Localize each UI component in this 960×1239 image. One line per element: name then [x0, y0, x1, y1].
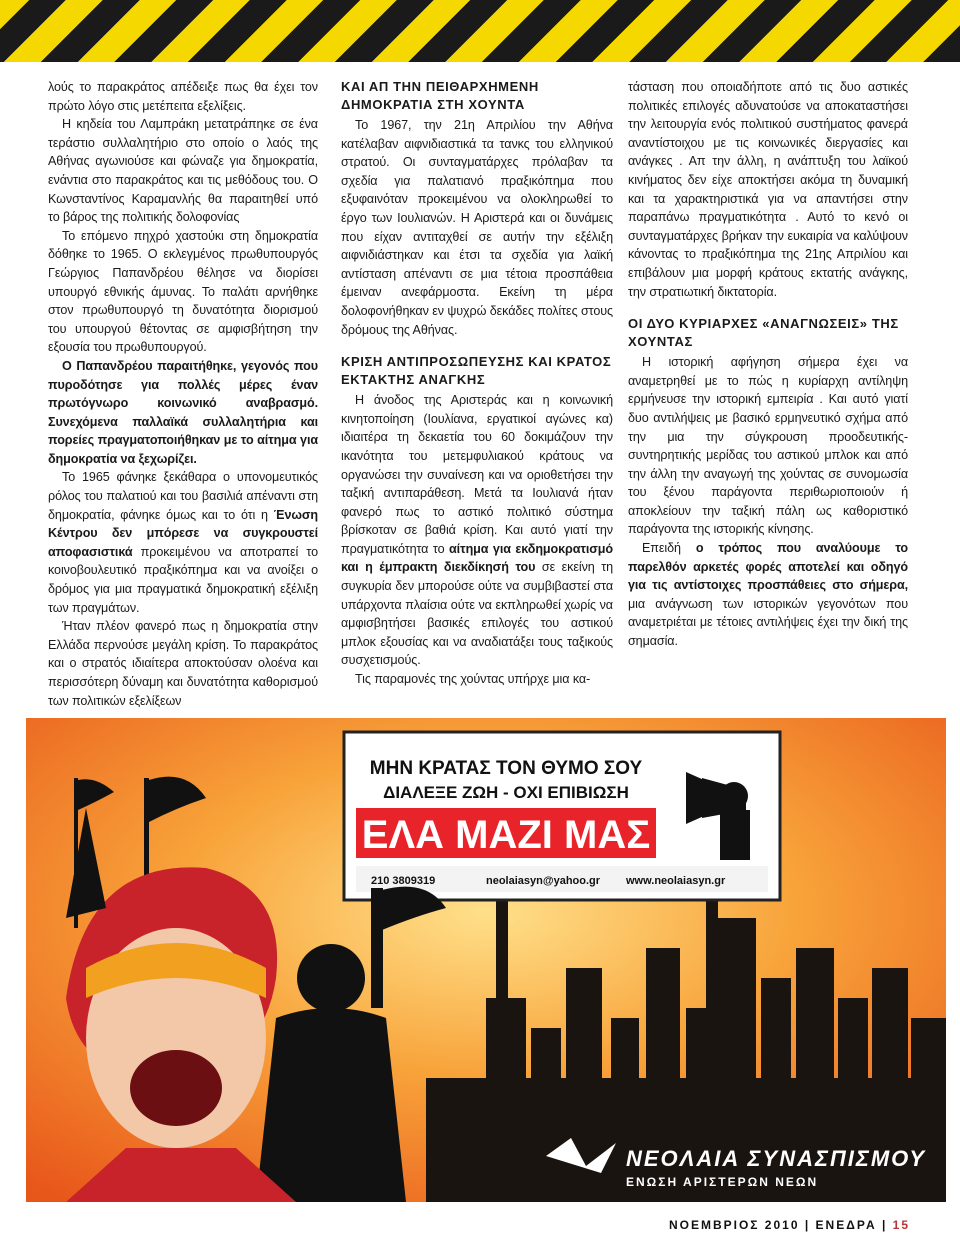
paragraph: Η κηδεία του Λαμπράκη μετατράπηκε σε ένα τεράστιο συλλαλητήριο στο οποίο ο λαός της Αθήνας αγωνιούσε και φώναζε για δημοκρατία, ενάντια στο παρακράτος και τις μεθόδους του. Ο Κωνσταντίνος Καραμανλής θα παραιτηθεί υπό το βάρος της πολιτικής δολοφονίας	[48, 117, 318, 225]
page-number: 15	[892, 1218, 910, 1232]
text: μια ανάγνωση των ιστορικών γεγονότων που αναμετριέται με τέτοιες αντιλήψεις έχει την δική της σημασία.	[628, 596, 908, 649]
article-column-2	[341, 78, 613, 689]
page-footer	[669, 1218, 910, 1232]
paragraph	[628, 539, 908, 651]
text: Το 1965 φάνηκε ξεκάθαρα ο υπονομευτικός ρόλος του παλατιού και του βασιλιά απέναντι στη δημοκρατία, φάνηκε όμως και το ότι η	[48, 470, 318, 522]
organization-subtitle: ΕΝΩΣΗ ΑΡΙΣΤΕΡΩΝ ΝΕΩΝ	[626, 1175, 819, 1189]
text: Και αυτό γιατί την πραγματικότητα το	[341, 523, 613, 556]
hazard-stripe-banner	[0, 0, 960, 62]
paragraph	[48, 468, 318, 617]
bold-text: ο τρόπος που αναλύουμε το παρελθόν αρκετές φορές αποτελεί και οδηγό για τις αντίστοιχες προσπάθειες στο σήμερα,	[628, 541, 908, 593]
bold-paragraph: Ο Παπανδρέου παραιτήθηκε, γεγονός που πυροδότησε για πολλές μέρες έναν πρωτόγνωρο κοινωνικό αναβρασμό. Συνεχόμενα παλλαϊκά συλλαλητήρια και πορείες πραγματοποιήθηκαν με το αίτημα για δημοκρατία να ξεχωρίζει.	[48, 358, 318, 466]
paragraph: λούς το παρακράτος απέδειξε πως θα έχει τον πρώτο λόγο στις μετέπειτα εξελίξεις.	[48, 80, 318, 113]
article-column-3	[628, 78, 908, 651]
section-heading: ΚΑΙ ΑΠ ΤΗΝ ΠΕΙΘΑΡΧΗΜΕΝΗ ΔΗΜΟΚΡΑΤΙΑ ΣΤΗ ΧΟΥΝΤΑ	[341, 79, 539, 112]
bold-text: Ένωση Κέντρου δεν μπόρεσε να συγκρουστεί αποφασιστικά	[48, 507, 318, 559]
text: σε εκείνη τη συγκυρία δεν μπορούσε ούτε να συμβιβαστεί στα υπάρχοντα πλαίσια ούτε να εκπληρωθεί χωρίς να αμφισβητήσει βασικές επιλογές του αστικού μπλοκ εξουσίας και να αναδιατάξει τους ταξικούς συσχετισμούς.	[341, 560, 614, 668]
article-column-1	[48, 78, 318, 710]
billboard-phone: 210 3809319	[371, 875, 436, 887]
text: Η άνοδος της Αριστεράς και η κοινωνική κινητοποίηση (Ιουλίανα, εργατικοί αγώνες κα) ιδιαιτέρα τη δεκαετία του 60 δοκιμάζουν την ικανότητα του μετεμφυλιακού κράτους να οργανώσει την συναίνεση και να οριοθετήσει την ταξική αντιπαράθεση. Μετά τα Ιουλιανά ήταν φανερό πως το αστικό πολιτικό σύστημα βρίσκοταν σε βαθιά κρίση.	[341, 393, 613, 538]
organization-name: ΝΕΟΛΑΙΑ ΣΥΝΑΣΠΙΣΜΟΥ	[626, 1146, 927, 1171]
bold-text: αίτημα για εκδημοκρατισμό και η έμπρακτη διεκδίκησή του	[341, 541, 613, 575]
billboard-website: www.neolaiasyn.gr	[626, 875, 726, 887]
paragraph: Τις παραμονές της χούντας υπήρχε μια κα-	[355, 672, 591, 687]
issue-label: ΝΟΕΜΒΡΙΟΣ 2010 | ΕΝΕΔΡΑ |	[668, 1218, 893, 1232]
youth-poster-illustration	[26, 718, 946, 1202]
text: προκειμένου να αποτραπεί το κοινοβουλευτικό πραξικόπημα και να ανοίξει ο δρόμος για μια πραγματικά δημοκρατική εξέλιξη των πραγμάτων.	[48, 544, 318, 615]
paragraph: Το 1967, την 21η Απριλίου την Αθήνα κατέλαβαν αιφνιδιαστικά τα τανκς του ελληνικού στρατού. Οι συνταγματάρχες πρόλαβαν τα σχεδία για παλατιανό πραξικόπημα που εξυφαινόταν προκειμένου να ολοκληρωθεί το έργο των Ιουλιανών. Η Αριστερά και οι δυνάμεις που είχαν αντιταχθεί σε αυτήν την εξέλιξη αιφνιδιάστηκαν και έτσι τα σχεδία για λαϊκή αντίσταση απέναντι σε μια τέτοια προσπάθεια έμειναν ανεφάρμοστα. Εκείνη τη μέρα δολοφονήθηκαν εν ψυχρώ δεκάδες πολίτες στους δρόμους της Αθήνας.	[341, 118, 613, 337]
text: Επειδή	[642, 541, 696, 556]
billboard-main-slogan: ΕΛΑ ΜΑΖΙ ΜΑΣ	[361, 813, 651, 857]
paragraph: Η ιστορική αφήγηση σήμερα έχει να αναμετρηθεί με το πώς η κυρίαρχη αντίληψη ερμήνευσε την ιστορική εμπειρία . Και αυτό γιατί δυο αντιλήψεις με βασικό ερμηνευτικό σχήμα από την μια την σύγκρουση προοδευτικής- συντηρητικής μερίδας του αστικού μπλοκ και από την άλλη την αναγωγή της χούντας σε συνομωσία του ξένου παράγοντα περιθωριοποιούν ή αποκλείουν την ταξική πάλη ως καθοριστικό παράγοντα της ιστορικής κίνησης.	[628, 355, 908, 537]
paragraph: Ήταν πλέον φανερό πως η δημοκρατία στην Ελλάδα περνούσε μεγάλη κρίση. Το παρακράτος και ο στρατός ιδιαίτερα αποκτούσαν ολοένα και περισσότερη δύναμη και δυνατότητα καθορισμού των πολιτικών εξελίξεων	[48, 619, 318, 708]
paragraph	[341, 391, 613, 670]
paragraph: Το επόμενο πηχρό χαστούκι στη δημοκρατία δόθηκε το 1965. Ο εκλεγμένος πρωθυπουργός Γεώργιος Παπανδρέου θέλησε να διορίσει υπουργό εθνικής άμυνας. Το παλάτι αρνήθηκε στον πρωθυπουργό τη δυνατότητα διορισμού του υπουργού θέτοντας σε αμφισβήτηση την εξουσία του πρωθυπουργού.	[48, 228, 318, 355]
section-heading: ΟΙ ΔΥΟ ΚΥΡΙΑΡΧΕΣ «ΑΝΑΓΝΩΣΕΙΣ» ΤΗΣ ΧΟΥΝΤΑΣ	[628, 316, 899, 350]
billboard-line-2: ΔΙΑΛΕΞΕ ΖΩΗ - ΟΧΙ ΕΠΙΒΙΩΣΗ	[383, 783, 629, 802]
billboard-email: neolaiasyn@yahoo.gr	[486, 875, 601, 887]
billboard	[344, 732, 780, 900]
paragraph: τάσταση που οποιαδήποτε από τις δυο αστικές πολιτικές επιλογές αδυνατούσε να αποκαταστήσει την λειτουργία ενός πολιτικού συστήματος φανερά αναντίστοιχου με τις κοινωνικές διεργασίες και ανάγκες . Απ την άλλη, η ανάπτυξη του λαϊκού κινήματος δεν είχε αποκτήσει ακόμα τη δυναμική και τα χαρακτηριστικά για να απαντήσει στην παραπάνω πραγματικότητα . Αυτό το κενό οι συνταγματάρχες βρήκαν την ευκαιρία να καλύψουν κάνοντας το πραξικόπημα της 21ης Απριλίου και επιβάλουν μια μορφή κράτους εκτατής ανάγκης, την στρατιωτική δικτατορία.	[628, 80, 908, 299]
billboard-line-1: ΜΗΝ ΚΡΑΤΑΣ ΤΟΝ ΘΥΜΟ ΣΟΥ	[369, 758, 643, 779]
section-heading: ΚΡΙΣΗ ΑΝΤΙΠΡΟΣΩΠΕΥΣΗΣ ΚΑΙ ΚΡΑΤΟΣ ΕΚΤΑΚΤΗΣ ΑΝΑΓΚΗΣ	[341, 354, 612, 388]
